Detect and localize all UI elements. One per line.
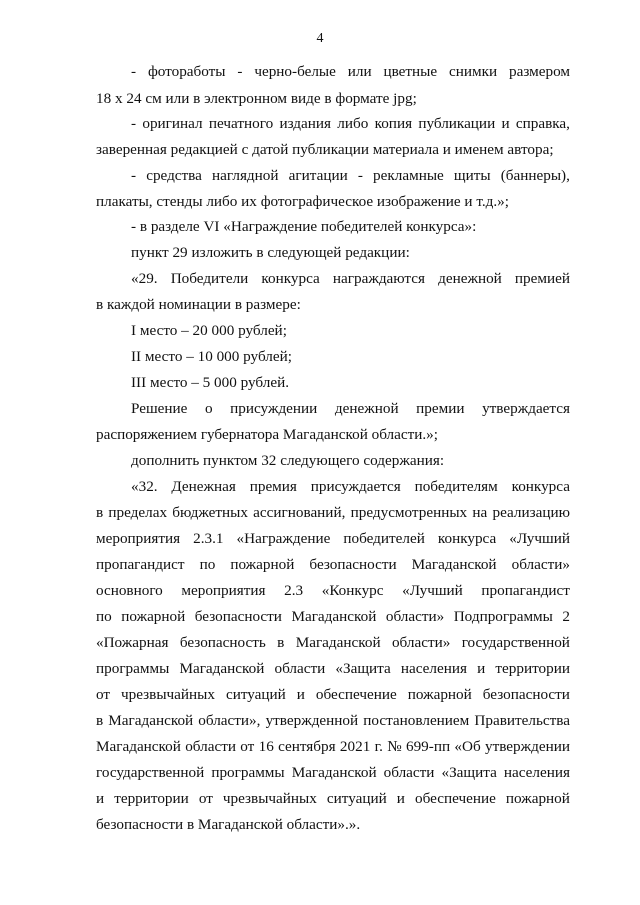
word: Магаданской — [179, 660, 265, 677]
word: Магаданской — [108, 712, 194, 729]
word: 2 — [562, 608, 570, 625]
word: обеспечение — [414, 790, 496, 807]
word: утвержденной — [265, 712, 359, 729]
word: 2021 — [339, 738, 371, 755]
word: от — [240, 738, 255, 755]
word: программы — [211, 764, 285, 781]
word: «Об — [454, 738, 481, 755]
word: «Защита — [441, 764, 497, 781]
word: области — [274, 660, 326, 677]
word: (баннеры), — [500, 167, 570, 184]
text-line-28 — [96, 764, 570, 782]
word: области» — [391, 634, 451, 651]
word: безопасности — [309, 556, 397, 573]
text-line-4: заверенная редакцией с датой публикации материала и именем автора; — [96, 141, 554, 158]
word: победителям — [414, 478, 498, 495]
word: наглядной — [212, 167, 279, 184]
word: Решение — [131, 400, 188, 417]
word: конкурса — [261, 270, 320, 287]
word: предусмотренных — [350, 504, 468, 521]
text-line-5 — [131, 167, 570, 185]
word: области» — [385, 608, 445, 625]
word: конкурса — [511, 478, 570, 495]
word: области — [383, 764, 435, 781]
text-line-11: I место – 20 000 рублей; — [131, 322, 287, 339]
word: печатного — [208, 115, 274, 132]
word: 16 — [258, 738, 274, 755]
word: премии — [416, 400, 465, 417]
word: награждаются — [332, 270, 425, 287]
text-line-21 — [96, 582, 570, 600]
word: государственной — [96, 764, 205, 781]
text-line-24 — [96, 660, 570, 678]
word: «Награждение — [236, 530, 331, 547]
word: щиты — [453, 167, 491, 184]
word: - — [131, 115, 137, 132]
word: снимки — [449, 63, 498, 80]
word: в — [96, 504, 104, 521]
word: о — [205, 400, 213, 417]
word: обеспечение — [315, 686, 397, 703]
word: Победители — [170, 270, 249, 287]
word: - — [237, 63, 243, 80]
word: средства — [146, 167, 202, 184]
word: Правительства — [474, 712, 570, 729]
word: фотоработы — [147, 63, 226, 80]
word: или — [347, 63, 372, 80]
text-line-17 — [131, 478, 570, 496]
word: цветные — [383, 63, 438, 80]
word: премией — [514, 270, 570, 287]
word: 2.3 — [284, 582, 304, 599]
text-line-8: пункт 29 изложить в следующей редакции: — [131, 244, 410, 261]
text-line-2: 18 х 24 см или в электронном виде в формате jpg; — [96, 90, 417, 107]
word: пожарной — [407, 686, 472, 703]
word: чрезвычайных — [121, 686, 215, 703]
word: справка, — [515, 115, 570, 132]
word: населения — [503, 764, 570, 781]
text-line-18 — [96, 504, 570, 522]
word: по — [96, 608, 112, 625]
word: программы — [96, 660, 170, 677]
word: 2.3.1 — [193, 530, 224, 547]
word: Подпрограммы — [453, 608, 553, 625]
word: агитации — [288, 167, 348, 184]
word: мероприятия — [181, 582, 266, 599]
text-line-13: III место – 5 000 рублей. — [131, 374, 290, 391]
word: населения — [400, 660, 467, 677]
word: 699-пп — [405, 738, 451, 755]
text-line-10: в каждой номинации в размере: — [96, 296, 301, 313]
word: утверждении — [484, 738, 570, 755]
text-line-3 — [131, 115, 570, 133]
word: государственной — [461, 634, 570, 651]
word: Магаданской — [96, 738, 181, 755]
word: издания — [279, 115, 332, 132]
word: оригинал — [142, 115, 203, 132]
word: «29. — [131, 270, 158, 287]
word: от — [96, 686, 111, 703]
word: «Лучший — [509, 530, 570, 547]
word: области» — [511, 556, 570, 573]
word: в — [96, 712, 104, 729]
word: «32. — [131, 478, 158, 495]
word: бюджетных — [172, 504, 248, 521]
word: пожарной — [505, 790, 570, 807]
text-line-23 — [96, 634, 570, 652]
word: в — [277, 634, 285, 651]
word: ситуаций — [326, 790, 387, 807]
word: присуждении — [230, 400, 318, 417]
word: Магаданской — [291, 764, 377, 781]
word: денежной — [438, 270, 502, 287]
word: пределах — [108, 504, 168, 521]
word: на — [472, 504, 488, 521]
word: присуждается — [310, 478, 401, 495]
word: «Пожарная — [96, 634, 169, 651]
text-line-19 — [96, 530, 570, 548]
word: ситуаций — [225, 686, 286, 703]
word: и — [96, 790, 105, 807]
word: черно-белые — [254, 63, 336, 80]
word: утверждается — [482, 400, 570, 417]
text-line-26 — [96, 712, 570, 730]
word: «Конкурс — [321, 582, 384, 599]
word: «Лучший — [402, 582, 463, 599]
word: пожарной — [230, 556, 295, 573]
word: «Защита — [335, 660, 391, 677]
word: и — [477, 660, 486, 677]
word: г. — [374, 738, 383, 755]
word: и — [396, 790, 405, 807]
word: пожарной — [121, 608, 186, 625]
word: публикации — [418, 115, 496, 132]
text-line-20 — [96, 556, 570, 574]
word: от — [198, 790, 213, 807]
text-line-1 — [131, 63, 570, 81]
word: территории — [114, 790, 189, 807]
word: либо — [337, 115, 369, 132]
word: денежной — [334, 400, 399, 417]
text-line-15: распоряжением губернатора Магаданской области.»; — [96, 426, 438, 443]
word: мероприятия — [96, 530, 181, 547]
text-line-14 — [131, 400, 570, 418]
word: Магаданской — [411, 556, 497, 573]
word: премия — [249, 478, 297, 495]
word: безопасности — [194, 608, 282, 625]
word: безопасность — [179, 634, 266, 651]
word: копия — [374, 115, 413, 132]
word: основного — [96, 582, 163, 599]
text-line-22 — [96, 608, 570, 626]
word: постановлением — [363, 712, 470, 729]
text-line-27 — [96, 738, 570, 756]
text-line-16: дополнить пунктом 32 следующего содержания: — [131, 452, 445, 469]
word: территории — [495, 660, 570, 677]
word: Магаданской — [291, 608, 377, 625]
word: № — [387, 738, 402, 755]
text-line-12: II место – 10 000 рублей; — [131, 348, 292, 365]
word: - — [131, 63, 137, 80]
text-line-30: безопасности в Магаданской области».». — [96, 816, 361, 833]
word: - — [357, 167, 363, 184]
word: безопасности — [482, 686, 570, 703]
text-line-6: плакаты, стенды либо их фотографическое изображение и т.д.»; — [96, 193, 509, 210]
text-line-9 — [131, 270, 570, 288]
word: пропагандист — [481, 582, 570, 599]
text-line-25 — [96, 686, 570, 704]
word: и — [501, 115, 510, 132]
text-line-7: - в разделе VI «Награждение победителей конкурса»: — [131, 218, 477, 235]
word: Денежная — [171, 478, 236, 495]
word: чрезвычайных — [222, 790, 317, 807]
word: и — [296, 686, 305, 703]
word: сентября — [278, 738, 336, 755]
word: по — [199, 556, 216, 573]
word: реализацию — [492, 504, 570, 521]
word: области», — [198, 712, 261, 729]
word: конкурса — [437, 530, 497, 547]
text-line-29 — [96, 790, 570, 808]
word: победителей — [343, 530, 425, 547]
word: пропагандист — [96, 556, 185, 573]
word: области — [185, 738, 236, 755]
word: - — [131, 167, 137, 184]
page-number: 4 — [316, 31, 324, 46]
word: размером — [509, 63, 570, 80]
word: ассигнований, — [253, 504, 346, 521]
word: рекламные — [373, 167, 444, 184]
word: Магаданской — [295, 634, 381, 651]
